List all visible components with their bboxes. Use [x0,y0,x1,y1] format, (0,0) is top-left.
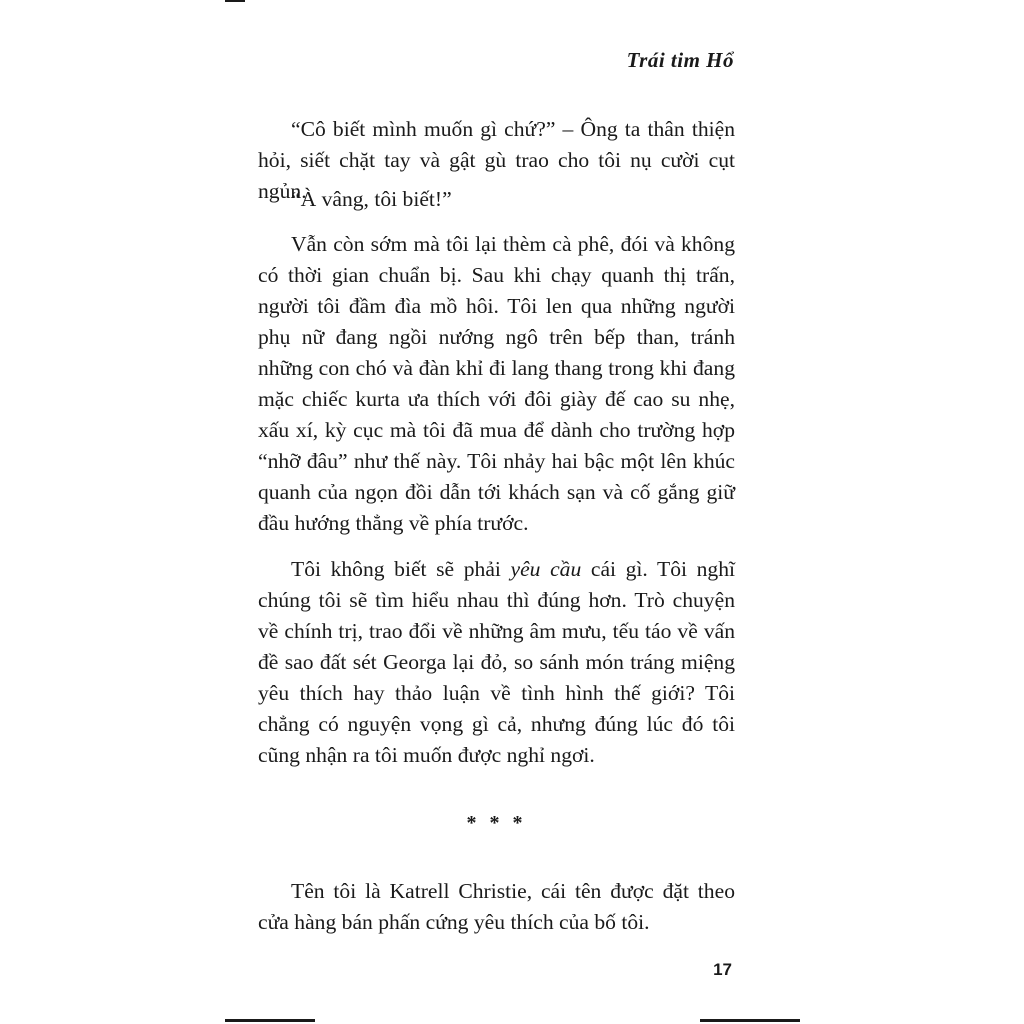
paragraph-morning [258,229,735,539]
paragraph-text-start: Tôi không biết sẽ phải [291,557,511,581]
paragraph-dialogue-answer [258,184,735,215]
page-edge-mark [700,1019,800,1022]
paragraph-text: “Cô biết mình muốn gì chứ?” – Ông ta thân thiện hỏi, siết chặt tay và gật gù trao cho tôi nụ cười cụt ngủn. [258,117,735,203]
paragraph-name [258,876,735,938]
paragraph-text: Tên tôi là Katrell Christie, cái tên được đặt theo cửa hàng bán phấn cứng yêu thích của bố tôi. [258,879,735,934]
paragraph-text-end: cái gì. Tôi nghĩ chúng tôi sẽ tìm hiểu nhau thì đúng hơn. Trò chuyện về chính trị, trao đổi về những âm mưu, tếu táo về vấn đề sao đất sét Georga lại đỏ, so sánh món tráng miệng yêu thích hay thảo luận về tình hình thế giới? Tôi chẳng có nguyện vọng gì cả, nhưng đúng lúc đó tôi cũng nhận ra tôi muốn được nghỉ ngơi. [258,557,736,767]
paragraph-text: “À vâng, tôi biết!” [291,187,452,211]
paragraph-text [258,554,735,771]
paragraph-request [258,554,735,771]
page-edge-mark [225,1019,315,1022]
paragraph-text: Vẫn còn sớm mà tôi lại thèm cà phê, đói và không có thời gian chuẩn bị. Sau khi chạy quanh thị trấn, người tôi đầm đìa mồ hôi. Tôi len qua những người phụ nữ đang ngồi nướng ngô trên bếp than, tránh những con chó và đàn khỉ đi lang thang trong khi đang mặc chiếc kurta ưa thích với đôi giày đế cao su nhẹ, xấu xí, kỳ cục mà tôi đã mua để dành cho trường hợp “nhỡ đâu” như thế này. Tôi nhảy hai bậc một lên khúc quanh của ngọn đồi dẫn tới khách sạn và cố gắng giữ đầu hướng thẳng về phía trước. [258,232,735,535]
page-number: 17 [713,960,732,979]
running-header: Trái tim Hổ [626,48,734,72]
emphasized-word: yêu cầu [510,557,582,581]
scene-break: * * * [466,812,527,834]
page-edge-mark [225,0,245,2]
